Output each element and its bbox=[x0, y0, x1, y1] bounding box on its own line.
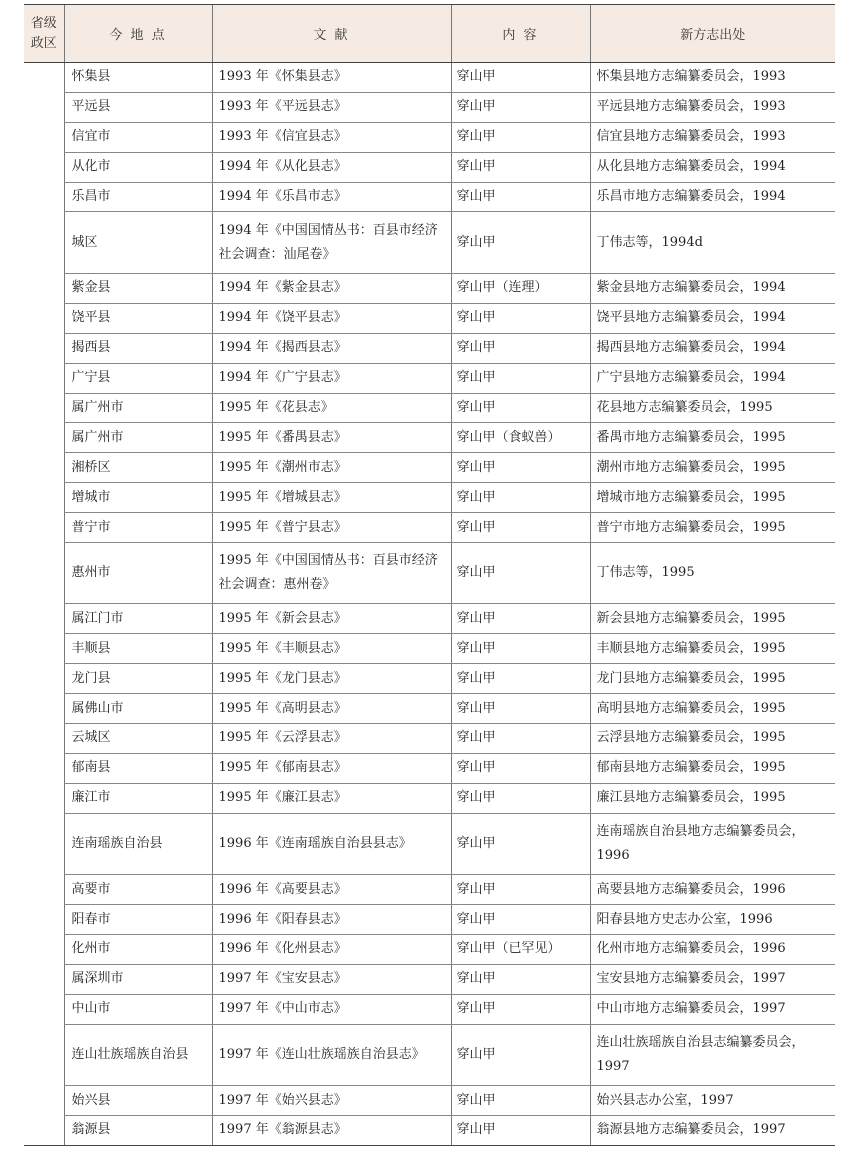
literature-cell: 1995 年《增城县志》 bbox=[212, 483, 451, 513]
place-cell: 龙门县 bbox=[64, 664, 212, 694]
literature-cell: 1995 年《番禺县志》 bbox=[212, 423, 451, 453]
literature-cell: 1993 年《平远县志》 bbox=[212, 92, 451, 122]
table-row bbox=[24, 964, 835, 994]
place-cell: 阳春市 bbox=[64, 905, 212, 935]
content-cell: 穿山甲 bbox=[451, 813, 590, 875]
header-province-line1: 省级 bbox=[30, 15, 57, 31]
header-row bbox=[24, 5, 835, 63]
place-cell: 廉江市 bbox=[64, 783, 212, 813]
table-row bbox=[24, 724, 835, 754]
place-cell: 普宁市 bbox=[64, 513, 212, 543]
table-row bbox=[24, 1116, 835, 1146]
table-row bbox=[24, 542, 835, 604]
content-cell: 穿山甲 bbox=[451, 333, 590, 363]
content-cell: 穿山甲 bbox=[451, 604, 590, 634]
content-cell: 穿山甲（已罕见） bbox=[451, 934, 590, 964]
source-cell: 广宁县地方志编纂委员会，1994 bbox=[590, 363, 835, 393]
literature-cell: 1994 年《饶平县志》 bbox=[212, 303, 451, 333]
table-row bbox=[24, 783, 835, 813]
source-cell: 化州市地方志编纂委员会，1996 bbox=[590, 934, 835, 964]
content-cell: 穿山甲 bbox=[451, 303, 590, 333]
literature-cell: 1995 年《丰顺县志》 bbox=[212, 634, 451, 664]
place-cell: 平远县 bbox=[64, 92, 212, 122]
province-cell bbox=[24, 63, 64, 1146]
place-cell: 惠州市 bbox=[64, 542, 212, 604]
literature-cell: 1996 年《化州县志》 bbox=[212, 934, 451, 964]
content-cell: 穿山甲 bbox=[451, 694, 590, 724]
place-cell: 乐昌市 bbox=[64, 182, 212, 212]
table-row bbox=[24, 1086, 835, 1116]
table-row bbox=[24, 934, 835, 964]
place-cell: 属深圳市 bbox=[64, 964, 212, 994]
literature-cell: 1995 年《潮州市志》 bbox=[212, 453, 451, 483]
content-cell: 穿山甲 bbox=[451, 664, 590, 694]
source-cell: 始兴县志办公室，1997 bbox=[590, 1086, 835, 1116]
content-cell: 穿山甲 bbox=[451, 122, 590, 152]
content-cell: 穿山甲 bbox=[451, 513, 590, 543]
table-row bbox=[24, 513, 835, 543]
content-cell: 穿山甲 bbox=[451, 875, 590, 905]
literature-cell: 1996 年《阳春县志》 bbox=[212, 905, 451, 935]
content-cell: 穿山甲 bbox=[451, 92, 590, 122]
source-cell: 从化县地方志编纂委员会，1994 bbox=[590, 152, 835, 182]
place-cell: 连山壮族瑶族自治县 bbox=[64, 1024, 212, 1086]
content-cell: 穿山甲 bbox=[451, 994, 590, 1024]
literature-cell: 1994 年《从化县志》 bbox=[212, 152, 451, 182]
table-row bbox=[24, 303, 835, 333]
content-cell: 穿山甲 bbox=[451, 63, 590, 93]
place-cell: 连南瑶族自治县 bbox=[64, 813, 212, 875]
literature-cell: 1995 年《中国国情丛书：百县市经济社会调查：惠州卷》 bbox=[212, 542, 451, 604]
place-cell: 属佛山市 bbox=[64, 694, 212, 724]
content-cell: 穿山甲（食蚁兽） bbox=[451, 423, 590, 453]
table-row bbox=[24, 753, 835, 783]
source-cell: 乐昌市地方志编纂委员会，1994 bbox=[590, 182, 835, 212]
header-literature: 文 献 bbox=[212, 5, 451, 63]
records-table bbox=[24, 4, 835, 1146]
source-cell: 潮州市地方志编纂委员会，1995 bbox=[590, 453, 835, 483]
literature-cell: 1994 年《中国国情丛书：百县市经济社会调查：汕尾卷》 bbox=[212, 212, 451, 274]
literature-cell: 1995 年《普宁县志》 bbox=[212, 513, 451, 543]
place-cell: 紫金县 bbox=[64, 273, 212, 303]
content-cell: 穿山甲 bbox=[451, 212, 590, 274]
content-cell: 穿山甲 bbox=[451, 634, 590, 664]
source-cell: 高明县地方志编纂委员会，1995 bbox=[590, 694, 835, 724]
place-cell: 云城区 bbox=[64, 724, 212, 754]
content-cell: 穿山甲 bbox=[451, 964, 590, 994]
source-cell: 怀集县地方志编纂委员会，1993 bbox=[590, 63, 835, 93]
place-cell: 增城市 bbox=[64, 483, 212, 513]
content-cell: 穿山甲 bbox=[451, 1086, 590, 1116]
table-row bbox=[24, 423, 835, 453]
place-cell: 翁源县 bbox=[64, 1116, 212, 1146]
source-cell: 云浮县地方志编纂委员会，1995 bbox=[590, 724, 835, 754]
source-cell: 新会县地方志编纂委员会，1995 bbox=[590, 604, 835, 634]
table-row bbox=[24, 393, 835, 423]
source-cell: 郁南县地方志编纂委员会，1995 bbox=[590, 753, 835, 783]
literature-cell: 1997 年《中山市志》 bbox=[212, 994, 451, 1024]
literature-cell: 1997 年《始兴县志》 bbox=[212, 1086, 451, 1116]
content-cell: 穿山甲 bbox=[451, 783, 590, 813]
literature-cell: 1995 年《高明县志》 bbox=[212, 694, 451, 724]
literature-cell: 1996 年《高要县志》 bbox=[212, 875, 451, 905]
header-place: 今 地 点 bbox=[64, 5, 212, 63]
content-cell: 穿山甲 bbox=[451, 363, 590, 393]
table-row bbox=[24, 905, 835, 935]
place-cell: 从化市 bbox=[64, 152, 212, 182]
table-row bbox=[24, 333, 835, 363]
source-cell: 揭西县地方志编纂委员会，1994 bbox=[590, 333, 835, 363]
source-cell: 信宜县地方志编纂委员会，1993 bbox=[590, 122, 835, 152]
table-row bbox=[24, 1024, 835, 1086]
table-row bbox=[24, 122, 835, 152]
source-cell: 饶平县地方志编纂委员会，1994 bbox=[590, 303, 835, 333]
source-cell: 龙门县地方志编纂委员会，1995 bbox=[590, 664, 835, 694]
source-cell: 连南瑶族自治县地方志编纂委员会，1996 bbox=[590, 813, 835, 875]
table-header bbox=[24, 5, 835, 63]
place-cell: 高要市 bbox=[64, 875, 212, 905]
source-cell: 丰顺县地方志编纂委员会，1995 bbox=[590, 634, 835, 664]
literature-cell: 1994 年《紫金县志》 bbox=[212, 273, 451, 303]
table-row bbox=[24, 694, 835, 724]
table-body bbox=[24, 63, 835, 1146]
table-row bbox=[24, 152, 835, 182]
content-cell: 穿山甲 bbox=[451, 152, 590, 182]
source-cell: 连山壮族瑶族自治县志编纂委员会，1997 bbox=[590, 1024, 835, 1086]
content-cell: 穿山甲（连理） bbox=[451, 273, 590, 303]
table-row bbox=[24, 92, 835, 122]
content-cell: 穿山甲 bbox=[451, 393, 590, 423]
table-row bbox=[24, 994, 835, 1024]
header-province bbox=[24, 5, 64, 63]
place-cell: 丰顺县 bbox=[64, 634, 212, 664]
table-row bbox=[24, 813, 835, 875]
content-cell: 穿山甲 bbox=[451, 905, 590, 935]
place-cell: 饶平县 bbox=[64, 303, 212, 333]
table-row bbox=[24, 212, 835, 274]
literature-cell: 1995 年《花县志》 bbox=[212, 393, 451, 423]
source-cell: 丁伟志等，1994d bbox=[590, 212, 835, 274]
place-cell: 揭西县 bbox=[64, 333, 212, 363]
source-cell: 阳春县地方史志办公室，1996 bbox=[590, 905, 835, 935]
source-cell: 增城市地方志编纂委员会，1995 bbox=[590, 483, 835, 513]
place-cell: 属广州市 bbox=[64, 423, 212, 453]
table-row bbox=[24, 273, 835, 303]
literature-cell: 1997 年《宝安县志》 bbox=[212, 964, 451, 994]
table-row bbox=[24, 604, 835, 634]
source-cell: 紫金县地方志编纂委员会，1994 bbox=[590, 273, 835, 303]
place-cell: 广宁县 bbox=[64, 363, 212, 393]
source-cell: 普宁市地方志编纂委员会，1995 bbox=[590, 513, 835, 543]
place-cell: 属江门市 bbox=[64, 604, 212, 634]
table-row bbox=[24, 182, 835, 212]
source-cell: 高要县地方志编纂委员会，1996 bbox=[590, 875, 835, 905]
literature-cell: 1995 年《郁南县志》 bbox=[212, 753, 451, 783]
place-cell: 化州市 bbox=[64, 934, 212, 964]
place-cell: 怀集县 bbox=[64, 63, 212, 93]
place-cell: 始兴县 bbox=[64, 1086, 212, 1116]
place-cell: 城区 bbox=[64, 212, 212, 274]
header-province-line2: 政区 bbox=[30, 35, 57, 51]
place-cell: 湘桥区 bbox=[64, 453, 212, 483]
table-row bbox=[24, 363, 835, 393]
place-cell: 郁南县 bbox=[64, 753, 212, 783]
content-cell: 穿山甲 bbox=[451, 453, 590, 483]
literature-cell: 1995 年《龙门县志》 bbox=[212, 664, 451, 694]
table-row bbox=[24, 634, 835, 664]
header-source: 新方志出处 bbox=[590, 5, 835, 63]
content-cell: 穿山甲 bbox=[451, 753, 590, 783]
source-cell: 翁源县地方志编纂委员会，1997 bbox=[590, 1116, 835, 1146]
literature-cell: 1996 年《连南瑶族自治县县志》 bbox=[212, 813, 451, 875]
literature-cell: 1993 年《怀集县志》 bbox=[212, 63, 451, 93]
place-cell: 属广州市 bbox=[64, 393, 212, 423]
source-cell: 花县地方志编纂委员会，1995 bbox=[590, 393, 835, 423]
table-row bbox=[24, 483, 835, 513]
content-cell: 穿山甲 bbox=[451, 724, 590, 754]
literature-cell: 1994 年《揭西县志》 bbox=[212, 333, 451, 363]
literature-cell: 1993 年《信宜县志》 bbox=[212, 122, 451, 152]
content-cell: 穿山甲 bbox=[451, 483, 590, 513]
literature-cell: 1994 年《乐昌市志》 bbox=[212, 182, 451, 212]
source-cell: 番禺市地方志编纂委员会，1995 bbox=[590, 423, 835, 453]
source-cell: 廉江县地方志编纂委员会，1995 bbox=[590, 783, 835, 813]
content-cell: 穿山甲 bbox=[451, 542, 590, 604]
literature-cell: 1995 年《云浮县志》 bbox=[212, 724, 451, 754]
content-cell: 穿山甲 bbox=[451, 1116, 590, 1146]
literature-cell: 1995 年《新会县志》 bbox=[212, 604, 451, 634]
place-cell: 中山市 bbox=[64, 994, 212, 1024]
source-cell: 平远县地方志编纂委员会，1993 bbox=[590, 92, 835, 122]
source-cell: 中山市地方志编纂委员会，1997 bbox=[590, 994, 835, 1024]
place-cell: 信宜市 bbox=[64, 122, 212, 152]
literature-cell: 1997 年《翁源县志》 bbox=[212, 1116, 451, 1146]
literature-cell: 1997 年《连山壮族瑶族自治县志》 bbox=[212, 1024, 451, 1086]
source-cell: 宝安县地方志编纂委员会，1997 bbox=[590, 964, 835, 994]
header-content: 内 容 bbox=[451, 5, 590, 63]
table-row bbox=[24, 664, 835, 694]
content-cell: 穿山甲 bbox=[451, 1024, 590, 1086]
table-row bbox=[24, 453, 835, 483]
content-cell: 穿山甲 bbox=[451, 182, 590, 212]
table-row bbox=[24, 875, 835, 905]
source-cell: 丁伟志等，1995 bbox=[590, 542, 835, 604]
literature-cell: 1995 年《廉江县志》 bbox=[212, 783, 451, 813]
table-row bbox=[24, 63, 835, 93]
literature-cell: 1994 年《广宁县志》 bbox=[212, 363, 451, 393]
